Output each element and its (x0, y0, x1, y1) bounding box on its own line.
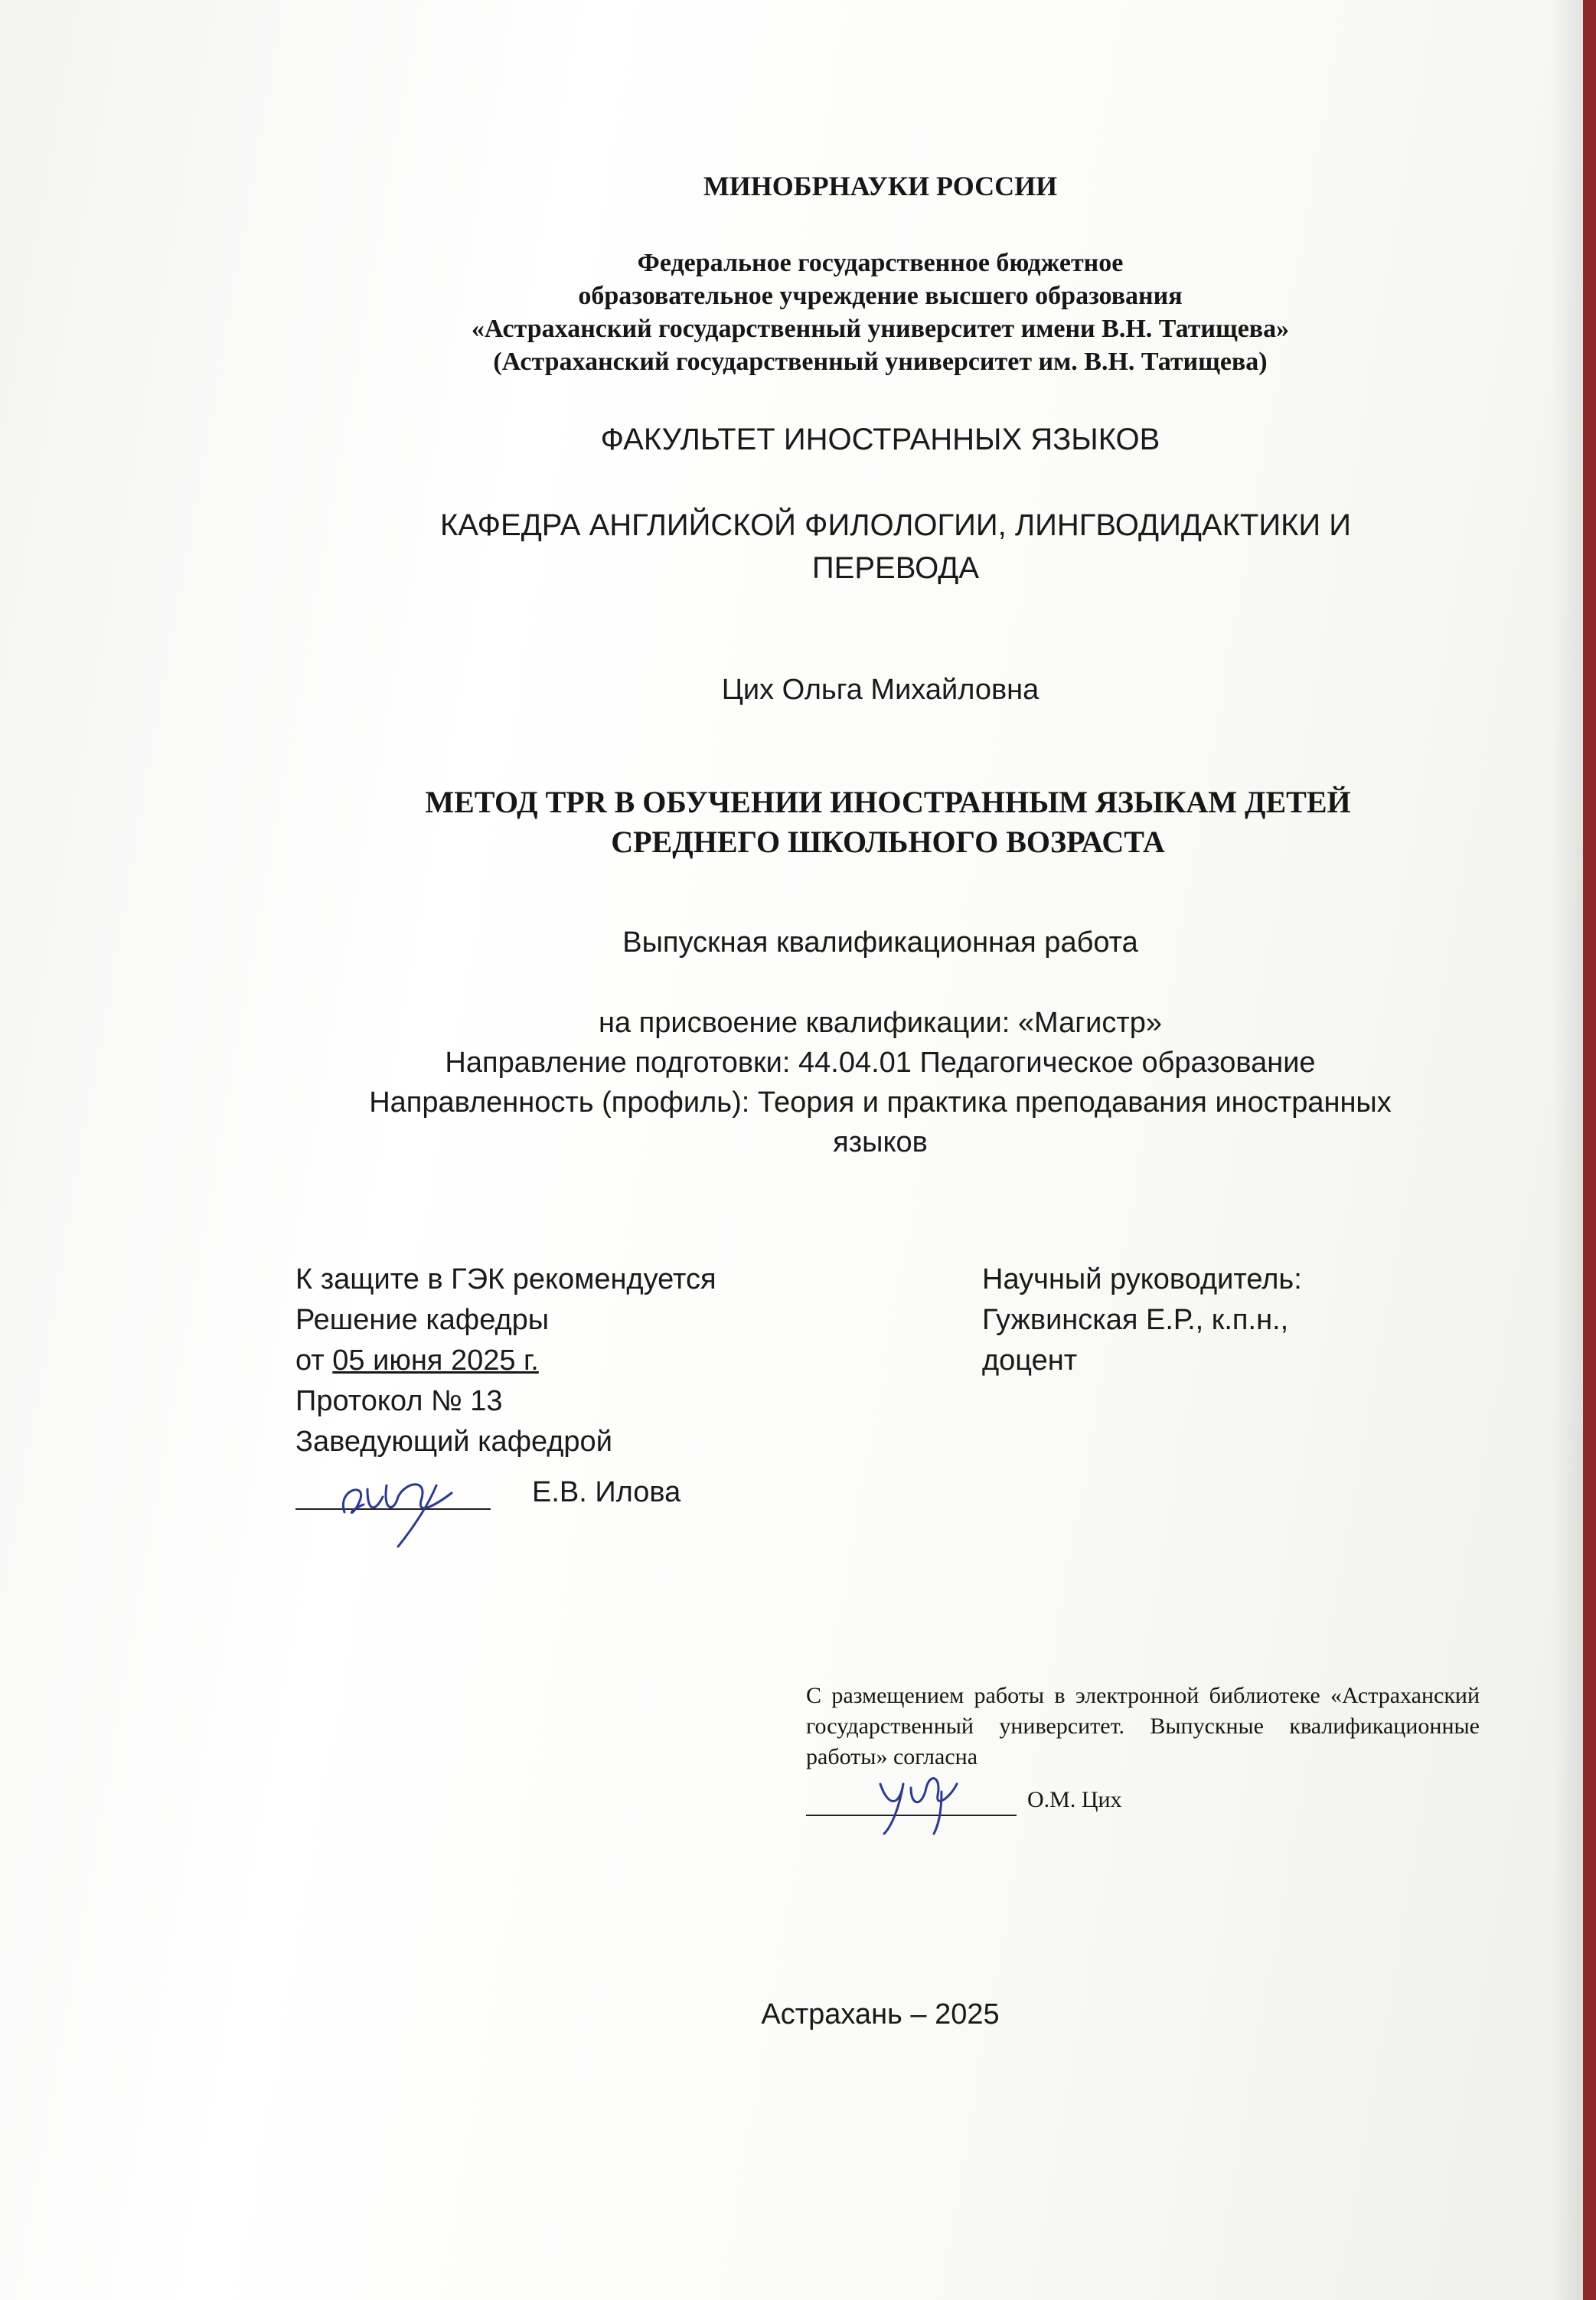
library-consent-text: С размещением работы в электронной библиотеке «Астраханский государственный университет. Выпускные квалификационные работы» согласна (806, 1683, 1480, 1769)
head-signature (321, 1459, 513, 1550)
protocol-text: Протокол № 13 (295, 1385, 503, 1417)
decision-text: Решение кафедры (295, 1304, 550, 1336)
supervisor-block (982, 1259, 1302, 1381)
recommended-text: К защите в ГЭК рекомендуется (295, 1263, 716, 1295)
profile-line: Направленность (профиль): Теория и практика преподавания иностранных (369, 1086, 1392, 1119)
thesis-title (321, 782, 1454, 862)
faculty-name: ФАКУЛЬТЕТ ИНОСТРАННЫХ ЯЗЫКОВ (600, 423, 1160, 456)
ministry-heading: МИНОБРНАУКИ РОССИИ (703, 171, 1058, 201)
org-line: образовательное учреждение высшего образования (578, 282, 1183, 310)
chair-name (321, 504, 1470, 590)
organization-name (291, 247, 1470, 378)
direction-line: Направление подготовки: 44.04.01 Педагогическое образование (445, 1047, 1316, 1079)
supervisor-rank: доцент (982, 1344, 1078, 1377)
org-line: Федеральное государственное бюджетное (637, 249, 1124, 277)
chair-line: КАФЕДРА АНГЛИЙСКОЙ ФИЛОЛОГИИ, ЛИНГВОДИДАКТИКИ И (439, 508, 1352, 542)
defense-recommendation (295, 1259, 716, 1462)
work-type: Выпускная квалификационная работа (622, 926, 1138, 959)
supervisor-name: Гужвинская Е.Р., к.п.н., (982, 1304, 1289, 1336)
org-line: (Астраханский государственный университет им. В.Н. Татищева) (493, 348, 1268, 376)
decision-date (295, 1341, 716, 1381)
date-value: 05 июня 2025 г. (332, 1344, 539, 1377)
student-name: О.М. Цих (1027, 1787, 1122, 1812)
org-line: «Астраханский государственный университет имени В.Н. Татищева» (471, 315, 1290, 343)
profile-line-cont: языков (833, 1126, 928, 1158)
head-name: Е.В. Илова (532, 1476, 681, 1508)
author-name: Цих Ольга Михайловна (721, 674, 1040, 706)
head-title: Заведующий кафедрой (295, 1426, 612, 1458)
city-year: Астрахань – 2025 (761, 1998, 1000, 2030)
qualification-block (283, 1003, 1477, 1162)
date-prefix: от (295, 1344, 333, 1377)
title-line: МЕТОД TPR В ОБУЧЕНИИ ИНОСТРАННЫМ ЯЗЫКАМ ДЕТЕЙ (425, 785, 1351, 819)
title-line: СРЕДНЕГО ШКОЛЬНОГО ВОЗРАСТА (611, 825, 1165, 859)
supervisor-label: Научный руководитель: (982, 1263, 1302, 1295)
paper-edge-shadow (1552, 0, 1583, 2300)
chair-line: ПЕРЕВОДА (811, 551, 980, 585)
student-signature (865, 1761, 980, 1838)
qualification-line: на присвоение квалификации: «Магистр» (599, 1007, 1162, 1039)
